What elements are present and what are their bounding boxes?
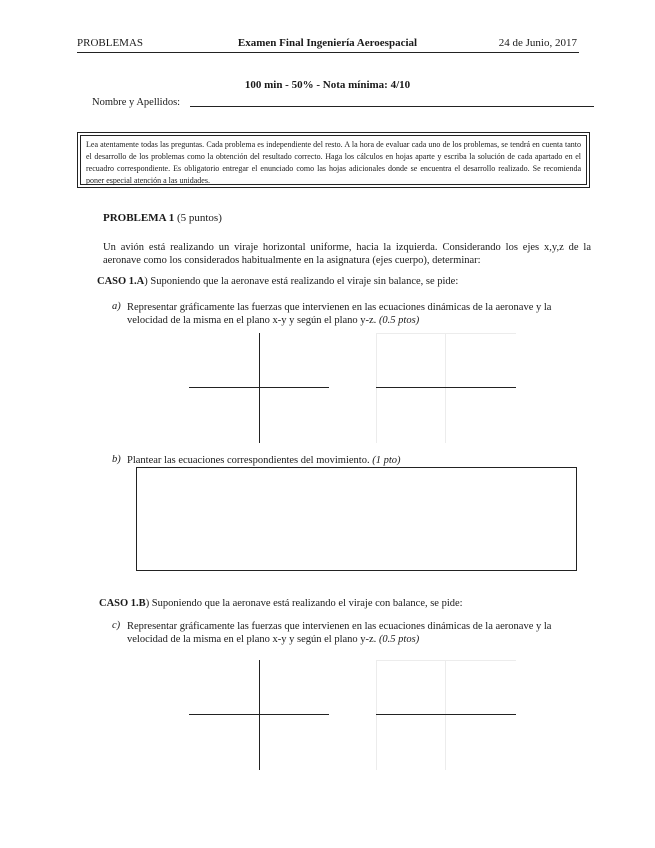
item-c-statement: [127, 620, 579, 646]
faint-vertical-axis: [376, 660, 377, 770]
header-exam-title: Examen Final Ingeniería Aeroespacial: [237, 37, 418, 49]
problem-points: (5 puntos): [176, 212, 222, 224]
vertical-axis: [259, 660, 260, 770]
case-b-heading: [99, 598, 463, 609]
name-label: Nombre y Apellidos:: [92, 97, 181, 108]
exam-subtitle: 100 min - 50% - Nota mínima: 4/10: [244, 79, 411, 91]
item-a-statement: [127, 301, 579, 327]
problem-title-label: PROBLEMA 1: [103, 212, 175, 224]
item-b-letter: b): [112, 454, 121, 465]
item-b-text: Plantear las ecuaciones correspondientes del movimiento.: [127, 455, 370, 466]
faint-horizontal-axis: [376, 333, 516, 334]
faint-horizontal-axis: [376, 660, 516, 661]
faint-vertical-axis: [445, 660, 446, 770]
faint-vertical-axis: [445, 333, 446, 443]
vertical-axis: [259, 333, 260, 443]
header-rule: [77, 52, 579, 53]
item-c-points: (0.5 ptos): [378, 634, 420, 645]
case-b-text: ) Suponiendo que la aeronave está realizando el viraje con balance, se pide:: [145, 598, 463, 609]
case-a-label: CASO 1.A: [97, 276, 145, 287]
case-a-text: ) Suponiendo que la aeronave está realizando el viraje sin balance, se pide:: [144, 276, 459, 287]
faint-vertical-axis: [376, 333, 377, 443]
header-section-label: PROBLEMAS: [77, 37, 144, 49]
problem-title: [103, 212, 222, 224]
item-b-points: (1 pto): [372, 455, 401, 466]
instructions-text: Lea atentamente todas las preguntas. Cada problema es independiente del resto. A la hora de evaluar cada uno de los problemas, se tendrá en cuenta tanto el desarrollo de los problemas como la obtención del resultado correcto. Haga los cálculos en hojas aparte y escriba la solución de cada apartado en el recuadro correspondiente. Es obligatorio entregar el enunciado como las hojas adicionales donde se encuentra el desarrollo realizado. Se recomienda poner especial atención a las unidades.: [80, 135, 587, 185]
item-a-letter: a): [112, 301, 121, 312]
horizontal-axis: [376, 714, 516, 715]
horizontal-axis: [376, 387, 516, 388]
problem-intro: Un avión está realizando un viraje horizontal uniforme, hacia la izquierda. Considerando los ejes x,y,z de la aeronave como los considerados habitualmente en la asignatura (ejes cuerpo), determinar:: [103, 242, 591, 266]
answer-box[interactable]: [136, 467, 577, 571]
case-b-label: CASO 1.B: [99, 598, 146, 609]
instructions-box: [77, 132, 590, 188]
item-a-points: (0.5 ptos): [378, 315, 420, 326]
header-date: 24 de Junio, 2017: [498, 37, 577, 49]
horizontal-axis: [189, 714, 329, 715]
item-c-letter: c): [112, 620, 121, 631]
item-a-text: Representar gráficamente las fuerzas que intervienen en las ecuaciones dinámicas de la aeronave y la velocidad de la misma en el plano x-y y según el plano y-z.: [127, 302, 552, 326]
item-b-statement: [127, 454, 579, 467]
horizontal-axis: [189, 387, 329, 388]
case-a-heading: [97, 276, 458, 287]
name-field-line[interactable]: [190, 106, 594, 107]
item-c-text: Representar gráficamente las fuerzas que intervienen en las ecuaciones dinámicas de la aeronave y la velocidad de la misma en el plano x-y y según el plano y-z.: [127, 621, 552, 645]
